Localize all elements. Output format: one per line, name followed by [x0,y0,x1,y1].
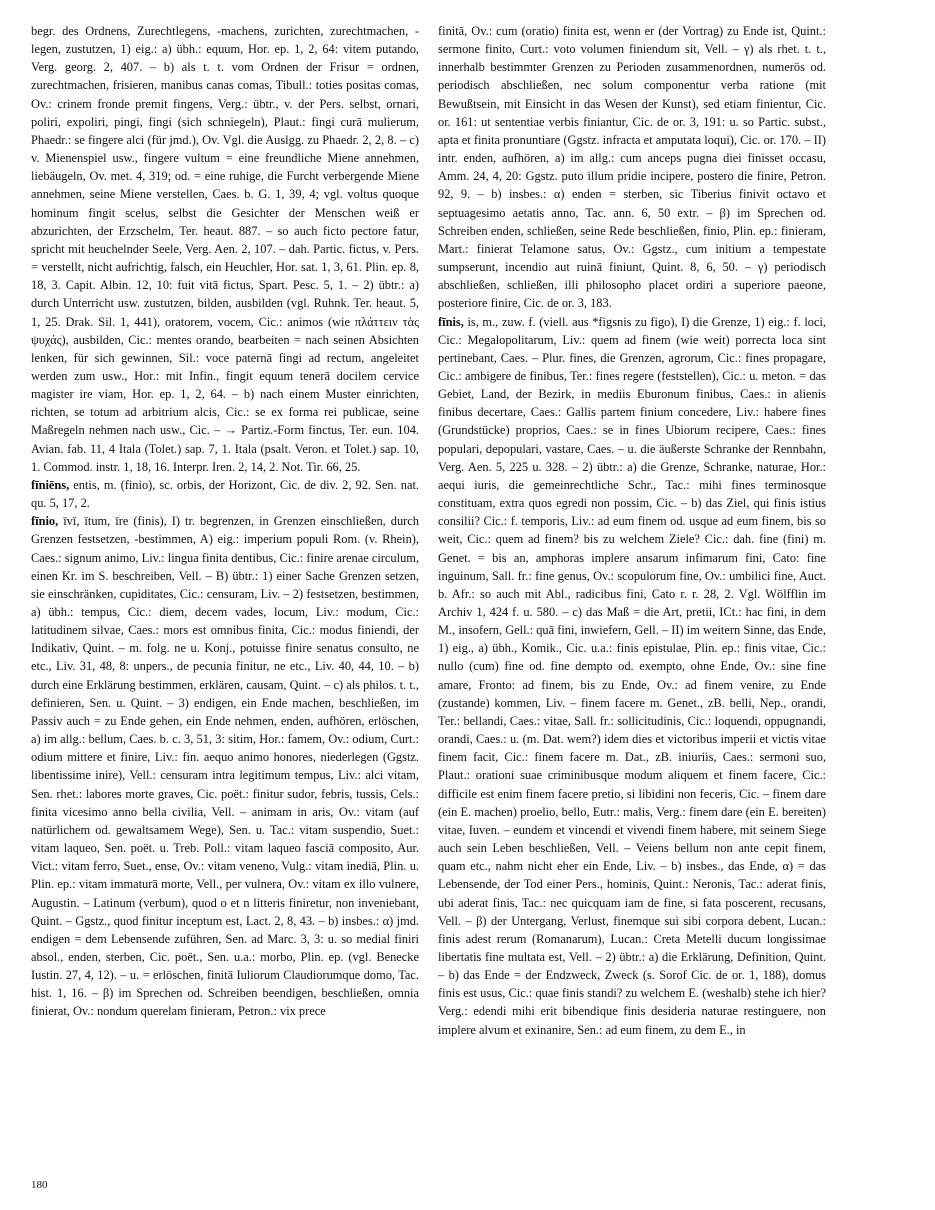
dictionary-entry [31,512,419,1020]
dictionary-entry [31,476,419,512]
entry-headword: fīnio, [31,514,59,529]
entry-text: is, m., zuw. f. (viell. aus *figsnis zu figo), I) die Grenze, 1) eig.: f. loci, Cic.: Megalopolitarum, Liv.: quem ad finem (wie weit) porrecta loca sint pertinebant, Caes. – Plur. fines, die Grenzen, agrorum, Cic.: fines propagare, Cic.: ambigere de finibus, Ter.: fines regere (feststellen), Cic.: u. meton. = das Gebiet, Land, der Bezirk, in mediis Eburonum finibus, Caes.: in alienis finibus decertare, Caes.: Gallis partem finium concedere, Liv.: habere fines (Grundstücke) proprios, Caes.: se in fines Ubiorum recipere, Caes.: fines populari, depopulari, vastare, Caes. – u. die äußerste Schranke der Rennbahn, Verg. Aen. 5, 225 u. 328. – 2) übtr.: a) die Grenze, Schranke, naturae, Hor.: aequi iuris, die gemeinrechtliche Schr., Tac.: mihi fines terminosque constituam, extra quos egredi non possim, Cic. – b) das Ziel, qui finis istius consilii? Cic.: f. temporis, Liv.: ad eum finem od. usque ad eum finem, bis so weit, Cic.: quem ad finem? bis zu welchem Ziele? Cic.: dah. fine (fini) m. Genet. = bis an, amphoras implere ansarum infimarum fini, Cato: fine inguinum, Sall. fr.: fine genus, Ov.: scopulorum fine, Ov.: umbilici fine, Auct. b. Afr.: so auch mit Abl., radicibus fini, Cato r. r. 28, 2. Vgl. Wölfflin im Archiv 1, 424 f. u. 580. – c) das Maß = die Art, pretii, ICt.: hac fini, in dem M., insofern, Gell.: quā fini, inwiefern, Gell. – II) im weitern Sinne, das Ende, 1) eig., a) übh., Komik., Cic. u.a.: finis epistulae, Plin. ep.: finis vitae, Cic.: nullo (cum) fine od. fine dempto od. exempto, ohne Ende, Ov.: sine fine amare, Fronto: ad finem, bis zu Ende, Ov.: ad finem venire, zu Ende (zustande) kommen, Liv. – finem facere m. Genet., zB. belli, Nep., orandi, Ter.: bellandi, Caes.: vitae, Sall. fr.: sollicitudinis, Cic.: loquendi, oppugnandi, orandi, Caes.: u. (m. Dat. wem?) idem dies et victoribus imperii et victis vitae finem facit, Cic.: finem facere m. Dat., zB. iniuriis, Caes.: sermoni suo, Plaut.: orationi suae criminibusque modum aliquem et finem facere, Cic.: difficile est enim finem facere pretio, si libidini non feceris, Cic. – finem dare (ein E. machen) proelio, bello, Eutr.: malis, Verg.: finem dare (ein E. bereiten) vitae, Iuven. – eundem et vincendi et vivendi finem habere, mit seinem Siege auch sein Leben beschließen, Vell. – Veiens bellum non ante cepit finem, quam etc., nahm nicht eher ein Ende, Liv. – b) insbes., das Ende, α) = das Lebensende, der Tod einer Pers., hominis, Quint.: Neronis, Tac.: aderat finis, ubi aderat finis, Tac.: nec quicquam iam de fine, si fata poscerent, recusans, Vell. – β) der Untergang, Verlust, finemque sui sibi corpora debent, Lucan.: finis adest rerum (Romanarum), Lucan.: Creta Metelli ducum longissimae libertatis fine multata est, Vell. – 2) übtr.: a) die Erklärung, Definition, Quint. – b) das Ende = der Endzweck, Zweck (s. Sorof Cic. de or. 1, 188), domus finis est usus, Cic.: quae finis standi? zu welchem E. (weshalb) stehe ich hier? Verg.: edendi mihi erit bibendique finis desideria naturae restinguere, non implere alvum et exinanire, Sen.: ad eum finem, zu dem E., in [438,314,827,1037]
right-column [438,22,826,1039]
entry-text: īvī, ītum, īre (finis), I) tr. begrenzen, in Grenzen einschließen, durch Grenzen festsetzen, -bestimmen, A) eig.: imperium populi Rom. (v. Rhein), Caes.: signum animo, Liv.: lingua finita dentibus, Cic.: finire arenae circulum, einen Kr. im S. beschreiben, Vell. – B) übtr.: 1) einer Sache Grenzen setzen, sie einschränken, cupiditates, Cic.: censuram, Liv. – 2) festsetzen, bestimmen, a) übh.: tempus, Cic.: diem, decem vades, locum, Liv.: modum, Cic.: latitudinem silvae, Caes.: mors est omnibus finita, Cic.: modus finiendi, der Indikativ, Quint. – m. folg. ne u. Konj., potuisse finire senatus consulto, ne etc., Liv. 31, 48, 8: unpers., de pecunia finitur, ne etc., Liv. 40, 44, 10. – b) durch eine Erklärung bestimmen, erklären, causam, Quint. – c) als philos. t. t., definieren, Sen. u. Quint. – 3) endigen, ein Ende machen, beschließen, im Passiv auch = zu Ende gehen, ein Ende nehmen, enden, aufhören, erlöschen, a) im allg.: bellum, Caes. b. c. 3, 51, 3: sitim, Hor.: famem, Ov.: odium, Curt.: odium mittere et finire, Liv.: fin. aequo animo honores, niederlegen (Ggstz. libentissime inire), Vell.: censuram intra legitimum tempus, Liv.: alci vitam, Sen. rhet.: labores morte graves, Cic. poët.: finitur sudor, febris, tussis, Cels.: finita vicesimo anno bella civilia, Vell. – animam in aris, Ov.: vitam (auf natürlichem od. gewaltsamem Wege), Sen. u. Tac.: vitam suspendio, Suet.: vitam laqueo, Sen. poët. u. Treb. Poll.: vitam laqueo fasciā composito, Aur. Vict.: vitam ferro, Suet., ense, Ov.: vitam veneno, Vulg.: vitam inediā, Plin. u. Plin. ep.: vitam immaturā morte, Vell., per vulnera, Ov.: vitam ex illo vulnere, Augustin. – Latinum (verbum), quod o et n litteris finiretur, non inveniebant, Quint. – Ggstz., quod finitur inceptum est, Lact. 2, 8, 43. – b) insbes.: α) jmd. endigen = dem Lebensende zuführen, Sen. ad Marc. 3, 3: u. so medial finiri absol., enden, sterben, Cic. poët., Sen. u.a.: morbo, Plin. ep. (vgl. Benecke Iustin. 27, 4, 12). – u. = erlöschen, finitā Iuliorum Claudiorumque domo, Tac. hist. 1, 16. – β) im Sprechen od. Schreiben beendigen, beschließen, omnia finierat, Ov.: nondum querelam finieram, Petron.: vix prece [31,514,419,1019]
left-column [31,22,419,1021]
page-number: 180 [31,1179,48,1191]
entry-text: entis, m. (finio), sc. orbis, der Horizont, Cic. de div. 2, 92. Sen. nat. qu. 5, 17, 2. [31,477,419,511]
dictionary-entry [438,313,826,1039]
continued-entry-text: finitā, Ov.: cum (oratio) finita est, wenn er (der Vortrag) zu Ende ist, Quint.: sermone finito, Curt.: voto volumen finiendum sit, Vell. – γ) als rhet. t. t., innerhalb bestimmter Grenzen zu Perioden zusammenordnen, numerös od. periodisch abschließen, nec solum componentur verba ratione (mit Bewußtsein, mit Einsicht in das Wesen der Kunst), sed etiam finientur, Cic. or. 161: ut sententiae verbis finiantur, Cic. de or. 3, 191: u. so Partic. subst., apta et finita pronuntiare (Ggstz. infracta et amputata loqui), Cic. or. 170. – II) intr. enden, aufhören, a) im allg.: cum anceps pugna diei finisset occasu, Amm. 24, 4, 20: Ggstz. puto illum pridie incipere, postero die finire, Petron. 92, 9. – b) insbes.: α) enden = sterben, sic Tiberius finivit octavo et septuagesimo aetatis anno, Tac. ann. 6, 50 extr. – β) im Sprechen od. Schreiben enden, schließen, seine Rede beschließen, finio, Plin. ep.: finieram, Mart.: finierat Telamone satus, Ov.: Ggstz., cum initium a tempestate sumpserunt, incendio aut ruinā finiunt, Quint. 8, 6, 50. – γ) periodisch abschließen, schließen, illi philosopho placet ordiri a superiore paeone, posteriore finire, Cic. de or. 3, 183. [438,24,826,311]
entry-headword: fīnis, [438,314,464,329]
continued-entry-text: begr. des Ordnens, Zurechtlegens, -machens, zurichten, zurechtmachen, -legen, zustutzen, 1) eig.: a) übh.: equum, Hor. ep. 1, 2, 64: vitem putando, Verg. georg. 2, 407. – b) als t. t. vom Ordnen der Frisur = ordnen, zurechtmachen, frisieren, manibus canas comas, Tibull.: toties positas comas, Ov.: crinem fronde premit fingens, Verg.: übtr., v. der Pers. selbst, ornari, poliri, expoliri, pingi, fingi (sich schniegeln), Plaut.: fingi curā mulierum, Phaedr.: se fingere alci (für jmd.), Ov. Vgl. die Auslgg. zu Phaedr. 2, 2, 8. – c) v. Mienenspiel usw., fingere vultum = eine freundliche Miene annehmen, liebäugeln, Ov. met. 4, 319; od. = eine ruhige, die Furcht verbergende Miene annehmen, seine Miene verstellen, Caes. b. G. 1, 39, 4; vgl. voltus quoque hominum fingit scelus, selbst die Gesichter der Menschen weiß er abzurichten, der Erzschelm, Ter. heaut. 887. – so auch ficto pectore fatur, spricht mit heuchelnder Seele, Verg. Aen. 2, 107. – dah. Partic. fictus, v. Pers. = verstellt, nicht aufrichtig, falsch, ein Heuchler, Hor. sat. 1, 3, 61. Plin. ep. 8, 18, 3. Capit. Albin. 12, 10: fuit vitā fictus, Spart. Pesc. 5, 1. – 2) übtr.: a) durch Unterricht usw. zustutzen, bilden, ausbilden (vgl. Ruhnk. Ter. heaut. 5, 1, 25. Drak. Sil. 1, 441), oratorem, vocem, Cic.: animos (wie πλάττειν τὰς ψυχάς), ausbilden, Cic.: mentes orando, bearbeiten = nach seinen Absichten lenken, für sich gewinnen, Sil.: voce paternā fingi ad rectum, angeleitet werden zum usw., Hor.: mit Infin., fingit equum tenerā docilem cervice magister ire viam, Hor. ep. 1, 2, 64. – b) nach einem Muster einrichten, richten, se totum ad arbitrium alcis, Cic.: se ex forma rei publicae, seine Maßregeln nehmen nach usw., Cic. – → Partiz.-Form finctus, Ter. eun. 104. Avian. fab. 11, 4 Itala (Tolet.) sap. 7, 1. Itala (psalt. Veron. et Tolet.) sap. 10, 1. Commod. instr. 1, 18, 16. Interpr. Iren. 2, 14, 2. Not. Tir. 66, 25. [31,24,419,474]
entry-headword: fīniēns, [31,477,70,492]
